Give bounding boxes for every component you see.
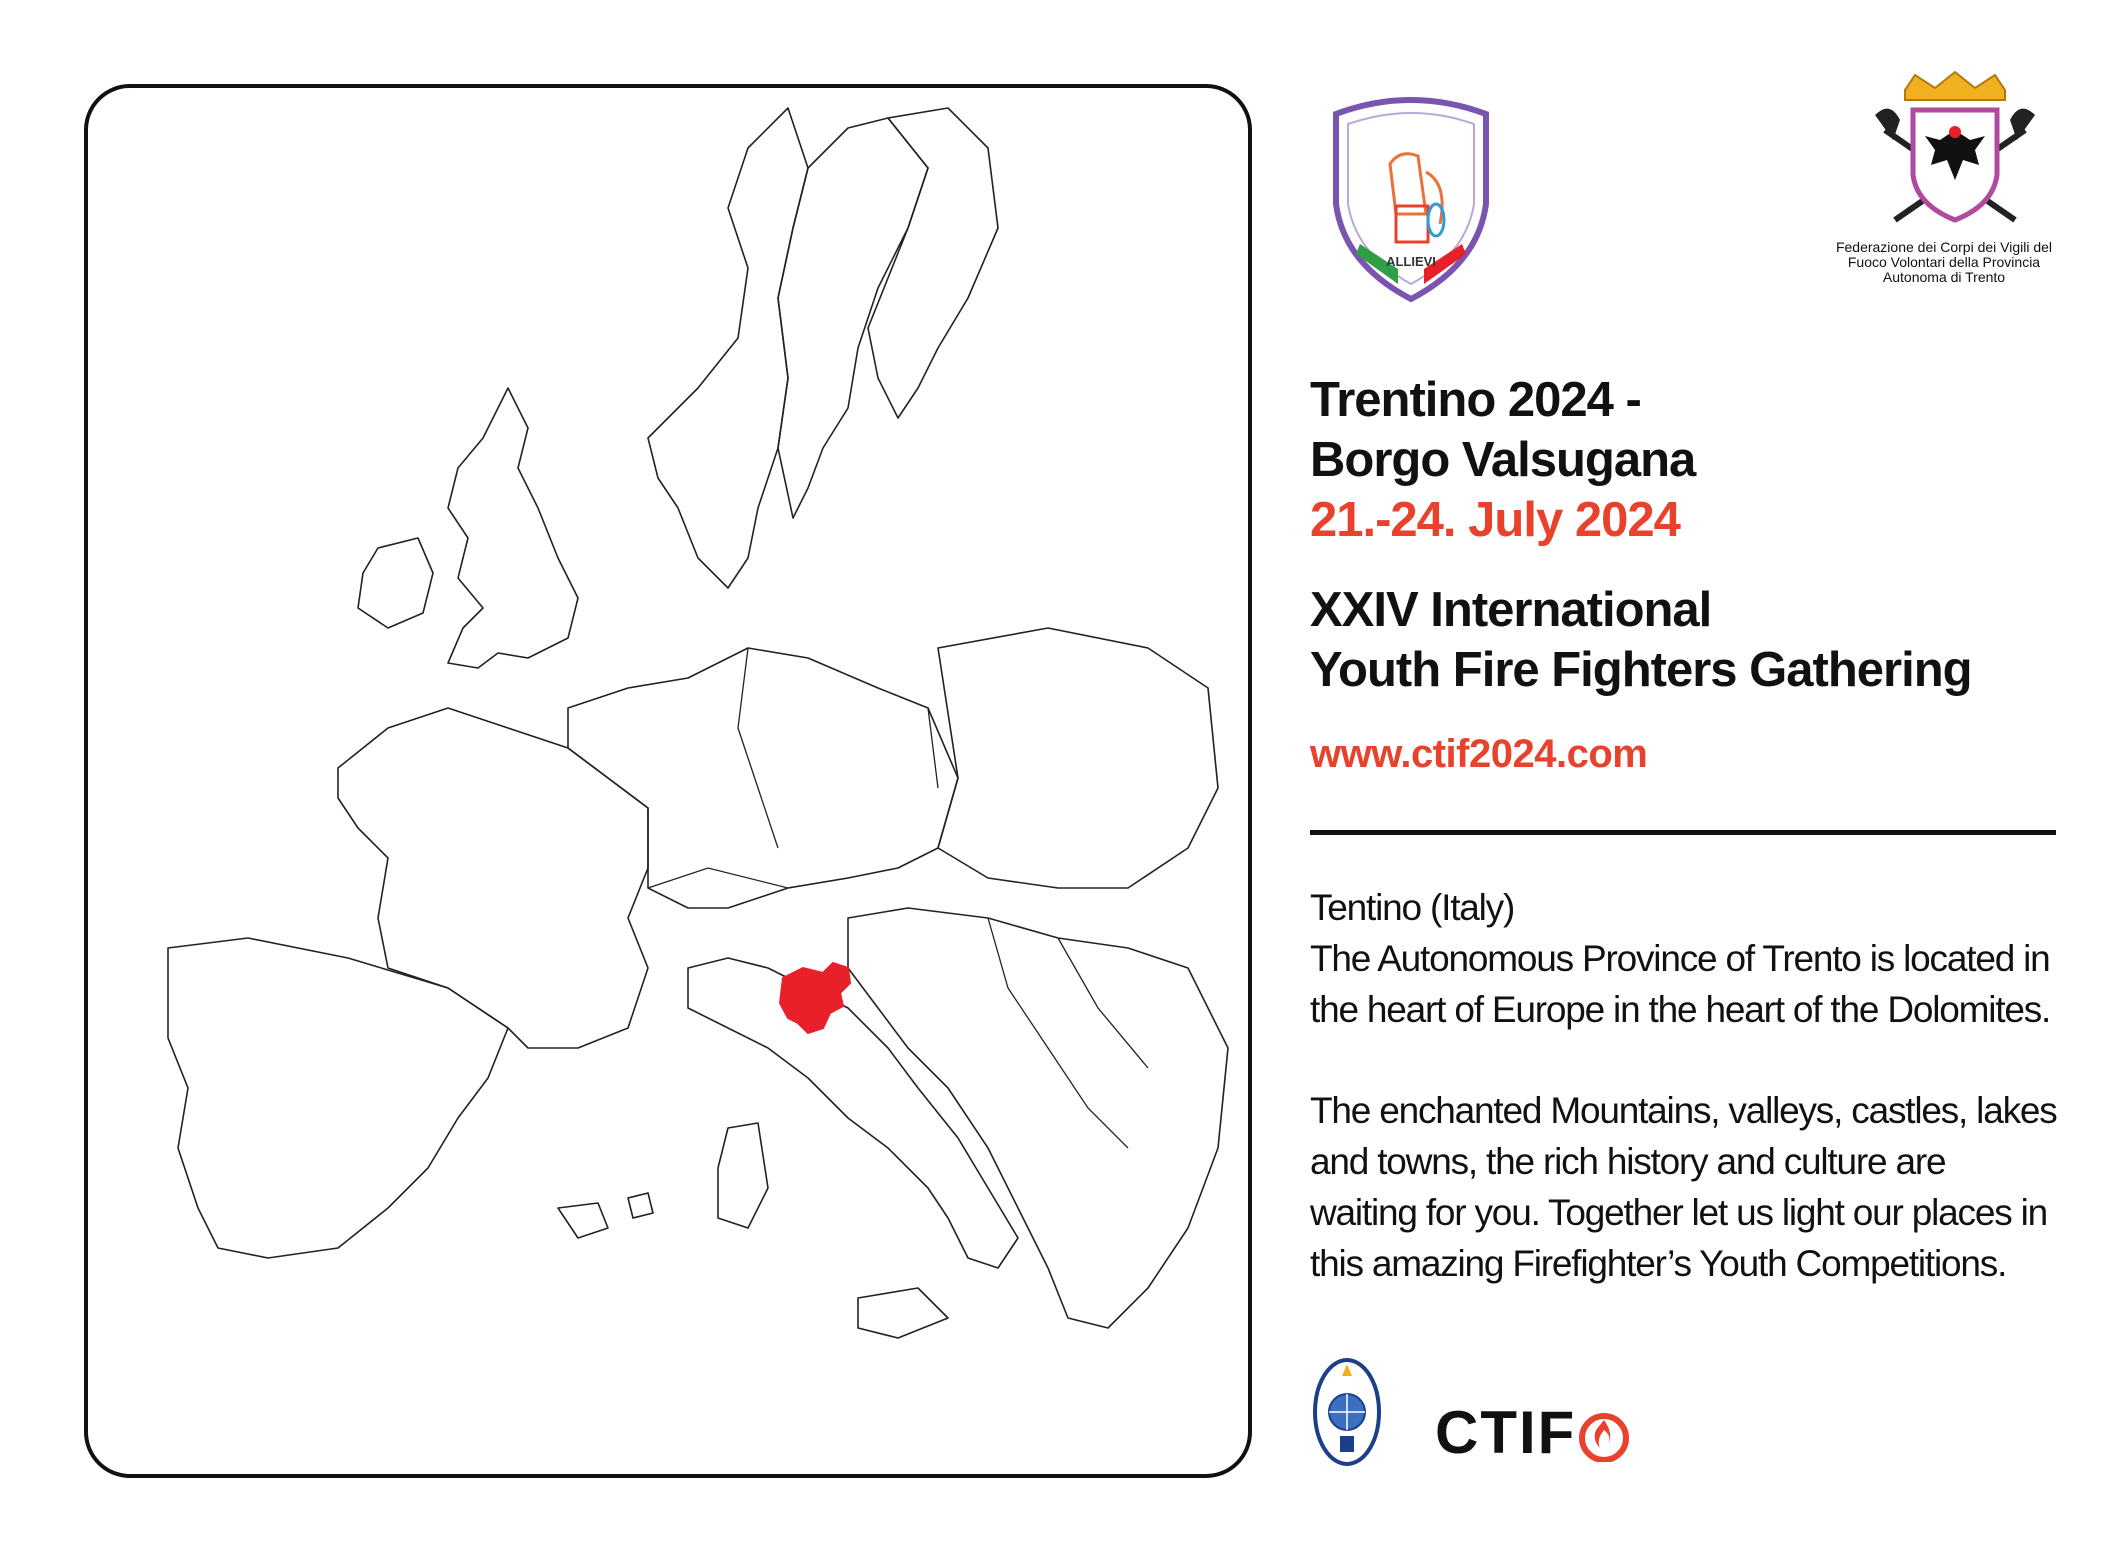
allievi-label: ALLIEVI — [1386, 254, 1436, 269]
ctif-logo-text: CTIF — [1435, 1399, 1577, 1466]
title-block — [1310, 370, 1695, 550]
description — [1310, 882, 2070, 1289]
europe-map-outline — [88, 88, 1248, 1474]
para-1-line-1: Tentino (Italy) — [1310, 887, 1515, 928]
para-2-line-3: waiting for you. Together let us light our places in — [1310, 1192, 2047, 1233]
divider — [1310, 830, 2056, 835]
allievi-badge-icon — [1318, 94, 1504, 304]
para-1-line-2: The Autonomous Province of Trento is located in — [1310, 938, 2050, 979]
para-2-line-4: this amazing Firefighter’s Youth Competitions. — [1310, 1243, 2007, 1284]
federation-crest-icon — [1865, 70, 2045, 235]
event-line-2: Youth Fire Fighters Gathering — [1310, 643, 1972, 697]
title-line-2: Borgo Valsugana — [1310, 433, 1696, 487]
para-1-line-3: the heart of Europe in the heart of the Dolomites. — [1310, 989, 2051, 1030]
website-link[interactable]: www.ctif2024.com — [1310, 732, 1648, 776]
europe-map — [84, 84, 1252, 1478]
title-line-1: Trentino 2024 - — [1310, 373, 1641, 427]
event-dates: 21.-24. July 2024 — [1310, 493, 1680, 547]
trentino-region — [780, 963, 850, 1033]
para-2-line-1: The enchanted Mountains, valleys, castles, lakes — [1310, 1090, 2057, 1131]
federation-caption: Federazione dei Corpi dei Vigili del Fuoco Volontari della Provincia Autonoma di Trento — [1835, 239, 2053, 285]
event-line-1: XXIV International — [1310, 583, 1712, 637]
ctif-flame-icon — [1578, 1410, 1630, 1462]
ctif-globe-emblem-icon — [1312, 1356, 1382, 1468]
para-2-line-2: and towns, the rich history and culture are — [1310, 1141, 1946, 1182]
event-name — [1310, 580, 1972, 700]
